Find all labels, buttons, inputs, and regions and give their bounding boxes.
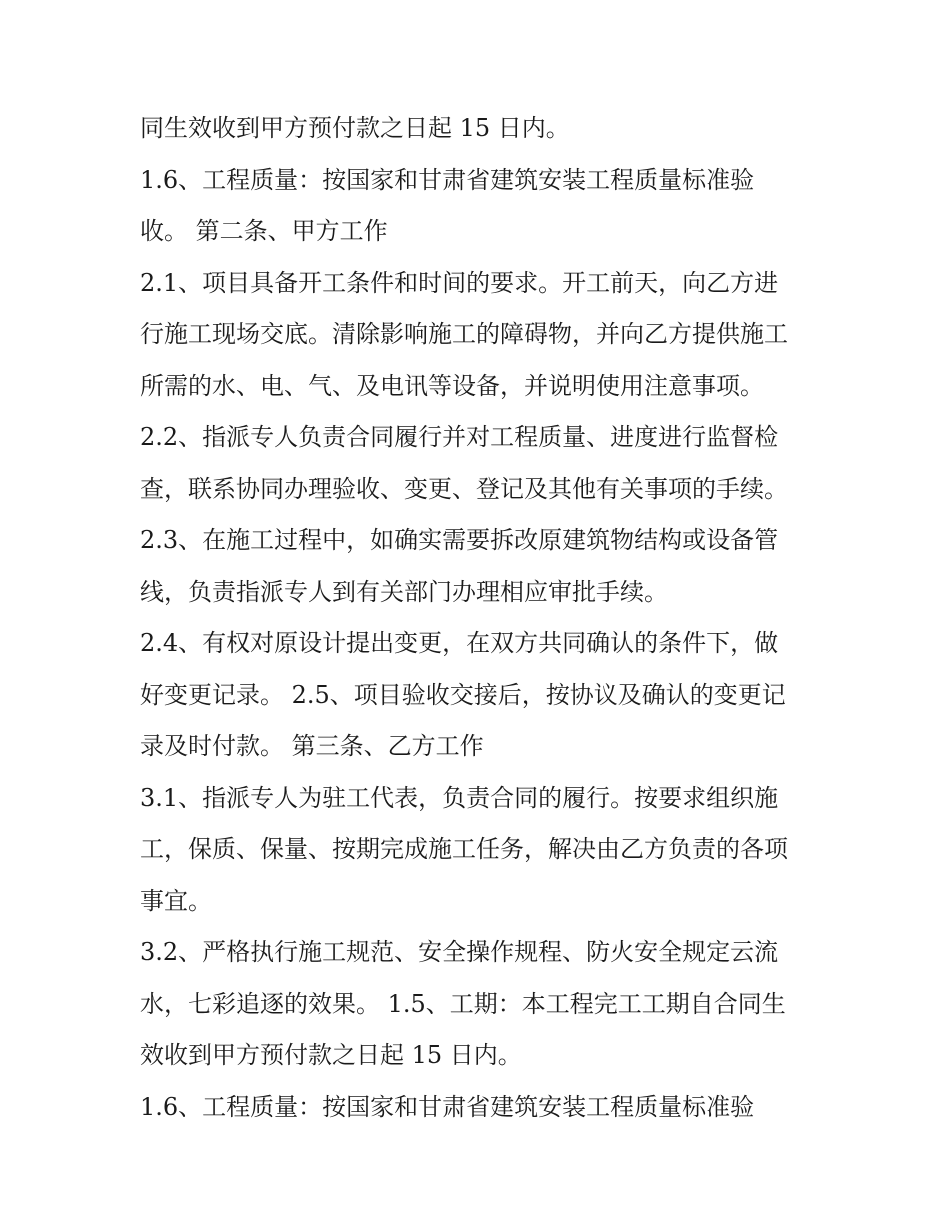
text-line: 3.2、严格执行施工规范、安全操作规程、防火安全规定云流 [140,938,779,966]
text-line: 行施工现场交底。清除影响施工的障碍物，并向乙方提供施工 [140,320,788,348]
text-line: 录及时付款。 第三条、乙方工作 [140,732,484,760]
text-line: 事宜。 [140,886,212,915]
text-line: 2.4、有权对原设计提出变更，在双方共同确认的条件下，做 [140,629,779,657]
text-line: 收。 第二条、甲方工作 [140,217,388,245]
text-line: 同生效收到甲方预付款之日起 15 日内。 [140,114,570,142]
text-line: 查，联系协同办理验收、变更、登记及其他有关事项的手续。 [140,474,788,503]
text-line: 1.6、工程质量：按国家和甘肃省建筑安装工程质量标准验 [140,165,755,194]
text-line: 工，保质、保量、按期完成施工任务，解决由乙方负责的各项 [140,835,788,863]
text-line: 效收到甲方预付款之日起 15 日内。 [140,1041,522,1069]
text-line: 1.6、工程质量：按国家和甘肃省建筑安装工程质量标准验 [140,1092,755,1121]
text-line: 2.2、指派专人负责合同履行并对工程质量、进度进行监督检 [140,423,779,451]
document-body [140,103,830,1133]
text-line: 2.1、项目具备开工条件和时间的要求。开工前天，向乙方进 [140,268,779,297]
text-line: 2.3、在施工过程中，如确实需要拆改原建筑物结构或设备管 [140,526,779,554]
text-line: 水，七彩追逐的效果。 1.5、工期：本工程完工工期自合同生 [140,989,786,1018]
text-line: 所需的水、电、气、及电讯等设备，并说明使用注意事项。 [140,371,764,400]
text-line: 3.1、指派专人为驻工代表，负责合同的履行。按要求组织施 [140,783,779,812]
text-line: 好变更记录。 2.5、项目验收交接后，按协议及确认的变更记 [140,680,786,709]
text-line: 线，负责指派专人到有关部门办理相应审批手续。 [140,577,668,606]
